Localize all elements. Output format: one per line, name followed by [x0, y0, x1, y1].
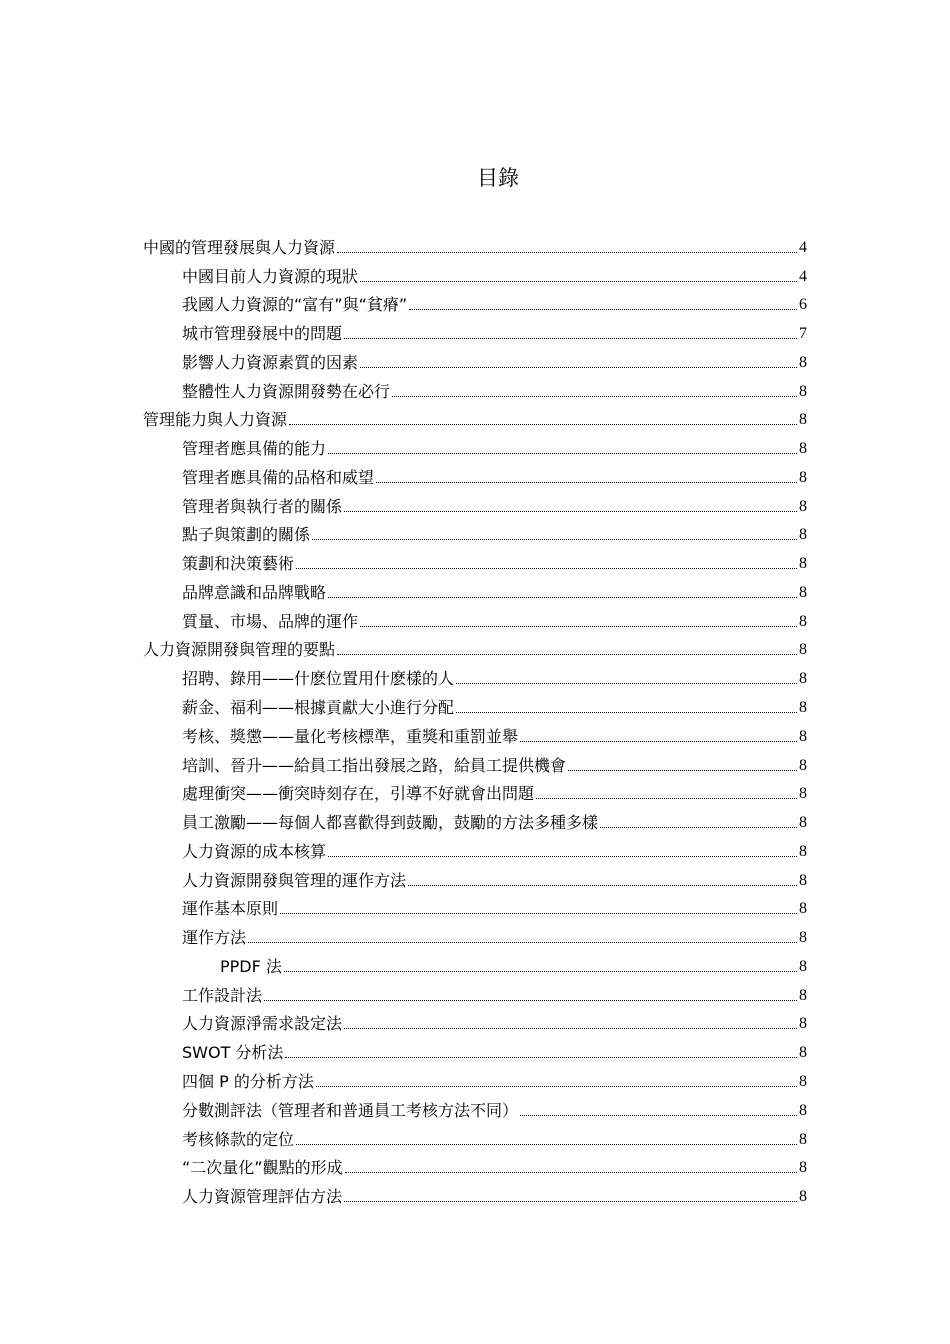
- toc-entry[interactable]: [143, 719, 807, 748]
- toc-entry-page-number: 8: [799, 1101, 807, 1119]
- toc-entry[interactable]: [143, 633, 807, 662]
- toc-entry[interactable]: [143, 460, 807, 489]
- toc-entry-text: 整體性人力資源開發勢在必行: [182, 381, 391, 401]
- toc-entry-text: “二次量化”觀點的形成: [182, 1158, 343, 1178]
- toc-entry-text: 薪金、福利——根據貢獻大小進行分配: [182, 698, 455, 718]
- toc-entry-page-number: 8: [799, 842, 807, 860]
- toc-entry-text: 品牌意識和品牌戰略: [182, 582, 327, 602]
- toc-entry[interactable]: [143, 920, 807, 949]
- dot-leader: [520, 741, 797, 742]
- toc-entry[interactable]: [143, 690, 807, 719]
- toc-entry-text: 員工激勵——每個人都喜歡得到鼓勵，鼓勵的方法多種多樣: [182, 813, 599, 833]
- toc-entry-text: 工作設計法: [182, 985, 263, 1005]
- toc-entry-page-number: 8: [799, 583, 807, 601]
- dot-leader: [316, 1086, 797, 1087]
- dot-leader: [345, 1172, 797, 1173]
- dot-leader: [344, 1201, 797, 1202]
- dot-leader: [296, 568, 797, 569]
- toc-entry-page-number: 8: [799, 957, 807, 975]
- toc-entry-text: 運作方法: [182, 928, 247, 948]
- dot-leader: [248, 942, 797, 943]
- toc-entry-text: PPDF 法: [220, 956, 282, 976]
- dot-leader: [280, 913, 797, 914]
- dot-leader: [392, 396, 797, 397]
- toc-entry-text: 我國人力資源的“富有”與“貧瘠”: [182, 295, 408, 315]
- toc-entry-page-number: 8: [799, 612, 807, 630]
- toc-entry-text: 管理者應具備的品格和威望: [182, 467, 375, 487]
- toc-entry-page-number: 8: [799, 670, 807, 688]
- toc-entry[interactable]: [143, 1122, 807, 1151]
- dot-leader: [360, 367, 797, 368]
- toc-entry-text: 策劃和決策藝術: [182, 554, 295, 574]
- toc-entry-text: 中國目前人力資源的現狀: [182, 266, 359, 286]
- toc-entry-text: SWOT 分析法: [182, 1043, 284, 1063]
- toc-entry-page-number: 8: [799, 900, 807, 918]
- dot-leader: [360, 281, 797, 282]
- dot-leader: [289, 424, 797, 425]
- toc-entry[interactable]: [143, 1064, 807, 1093]
- dot-leader: [296, 1144, 797, 1145]
- dot-leader: [337, 654, 797, 655]
- toc-entry-page-number: 8: [799, 497, 807, 515]
- dot-leader: [344, 338, 797, 339]
- toc-entry-page-number: 4: [799, 267, 807, 285]
- toc-entry-text: 考核、獎懲——量化考核標準，重獎和重罰並舉: [182, 726, 519, 746]
- toc-entry[interactable]: [143, 892, 807, 921]
- toc-entry-text: 招聘、錄用——什麽位置用什麽樣的人: [182, 669, 455, 689]
- dot-leader: [284, 971, 797, 972]
- dot-leader: [360, 626, 797, 627]
- toc-entry-page-number: 6: [799, 296, 807, 314]
- toc-entry[interactable]: [143, 1093, 807, 1122]
- toc-entry-text: 人力資源的成本核算: [182, 841, 327, 861]
- toc-entry-page-number: 8: [799, 814, 807, 832]
- toc-entry[interactable]: [143, 1007, 807, 1036]
- toc-entry-page-number: 8: [799, 468, 807, 486]
- toc-entry-text: 影響人力資源素質的因素: [182, 352, 359, 372]
- toc-entry[interactable]: [143, 259, 807, 288]
- table-of-contents: [143, 230, 807, 1208]
- toc-entry[interactable]: [143, 546, 807, 575]
- dot-leader: [285, 1057, 797, 1058]
- toc-entry-text: 培訓、晉升——給員工指出發展之路，給員工提供機會: [182, 755, 567, 775]
- toc-entry-text: 人力資源淨需求設定法: [182, 1014, 343, 1034]
- toc-entry[interactable]: [143, 777, 807, 806]
- toc-entry[interactable]: [143, 316, 807, 345]
- dot-leader: [328, 856, 797, 857]
- toc-entry[interactable]: [143, 1151, 807, 1180]
- toc-entry[interactable]: [143, 403, 807, 432]
- toc-entry-page-number: 8: [799, 699, 807, 717]
- toc-entry-page-number: 8: [799, 382, 807, 400]
- toc-entry-page-number: 8: [799, 555, 807, 573]
- toc-entry[interactable]: [143, 374, 807, 403]
- toc-entry-text: 考核條款的定位: [182, 1129, 295, 1149]
- toc-entry-page-number: 8: [799, 1188, 807, 1206]
- dot-leader: [344, 511, 797, 512]
- toc-entry-page-number: 8: [799, 440, 807, 458]
- toc-entry-page-number: 8: [799, 727, 807, 745]
- dot-leader: [344, 1028, 797, 1029]
- dot-leader: [536, 798, 797, 799]
- toc-entry-text: 城市管理發展中的問題: [182, 324, 343, 344]
- toc-entry-text: 質量、市場、品牌的運作: [182, 611, 359, 631]
- toc-entry[interactable]: [143, 431, 807, 460]
- toc-entry-text: 處理衝突——衝突時刻存在，引導不好就會出問題: [182, 784, 535, 804]
- toc-entry[interactable]: [143, 1179, 807, 1208]
- toc-entry-text: 點子與策劃的關係: [182, 525, 311, 545]
- toc-entry-page-number: 8: [799, 871, 807, 889]
- dot-leader: [568, 770, 797, 771]
- dot-leader: [456, 683, 797, 684]
- dot-leader: [408, 885, 797, 886]
- toc-entry-text: 管理能力與人力資源: [143, 410, 288, 430]
- dot-leader: [264, 1000, 797, 1001]
- dot-leader: [520, 1115, 797, 1116]
- dot-leader: [337, 252, 797, 253]
- toc-entry-text: 四個 P 的分析方法: [182, 1071, 314, 1091]
- toc-entry[interactable]: [143, 748, 807, 777]
- toc-entry-text: 人力資源管理評估方法: [182, 1187, 343, 1207]
- toc-entry-text: 管理者與執行者的關係: [182, 496, 343, 516]
- toc-entry-page-number: 8: [799, 1159, 807, 1177]
- toc-entry[interactable]: [143, 604, 807, 633]
- dot-leader: [600, 827, 797, 828]
- toc-entry[interactable]: [143, 518, 807, 547]
- toc-entry-text: 人力資源開發與管理的要點: [143, 640, 336, 660]
- toc-entry-text: 管理者應具備的能力: [182, 439, 327, 459]
- toc-entry-page-number: 8: [799, 1072, 807, 1090]
- toc-entry-text: 人力資源開發與管理的運作方法: [182, 870, 407, 890]
- toc-entry-page-number: 7: [799, 325, 807, 343]
- toc-entry-page-number: 8: [799, 411, 807, 429]
- toc-entry-page-number: 8: [799, 1015, 807, 1033]
- toc-entry[interactable]: [143, 978, 807, 1007]
- toc-entry-page-number: 4: [799, 238, 807, 256]
- toc-entry[interactable]: [143, 661, 807, 690]
- toc-entry[interactable]: [143, 575, 807, 604]
- toc-entry-page-number: 8: [799, 929, 807, 947]
- toc-entry[interactable]: [143, 230, 807, 259]
- toc-entry-page-number: 8: [799, 756, 807, 774]
- page-title: 目錄: [477, 166, 519, 190]
- toc-entry[interactable]: [143, 1035, 807, 1064]
- dot-leader: [409, 309, 797, 310]
- toc-entry[interactable]: [143, 863, 807, 892]
- toc-entry-text: 運作基本原則: [182, 899, 279, 919]
- toc-entry[interactable]: [143, 288, 807, 317]
- toc-entry-page-number: 8: [799, 986, 807, 1004]
- toc-entry-page-number: 8: [799, 526, 807, 544]
- toc-entry-page-number: 8: [799, 641, 807, 659]
- toc-entry[interactable]: [143, 834, 807, 863]
- toc-entry[interactable]: [143, 345, 807, 374]
- toc-entry-page-number: 8: [799, 353, 807, 371]
- dot-leader: [312, 539, 797, 540]
- toc-entry-page-number: 8: [799, 1044, 807, 1062]
- toc-entry-page-number: 8: [799, 1130, 807, 1148]
- dot-leader: [456, 712, 797, 713]
- toc-entry[interactable]: [143, 805, 807, 834]
- toc-entry-text: 中國的管理發展與人力資源: [143, 237, 336, 257]
- dot-leader: [328, 597, 797, 598]
- toc-entry-page-number: 8: [799, 785, 807, 803]
- dot-leader: [328, 453, 797, 454]
- toc-entry[interactable]: [143, 489, 807, 518]
- toc-entry-text: 分數測評法（管理者和普通員工考核方法不同）: [182, 1100, 519, 1120]
- toc-entry[interactable]: [143, 949, 807, 978]
- dot-leader: [376, 482, 797, 483]
